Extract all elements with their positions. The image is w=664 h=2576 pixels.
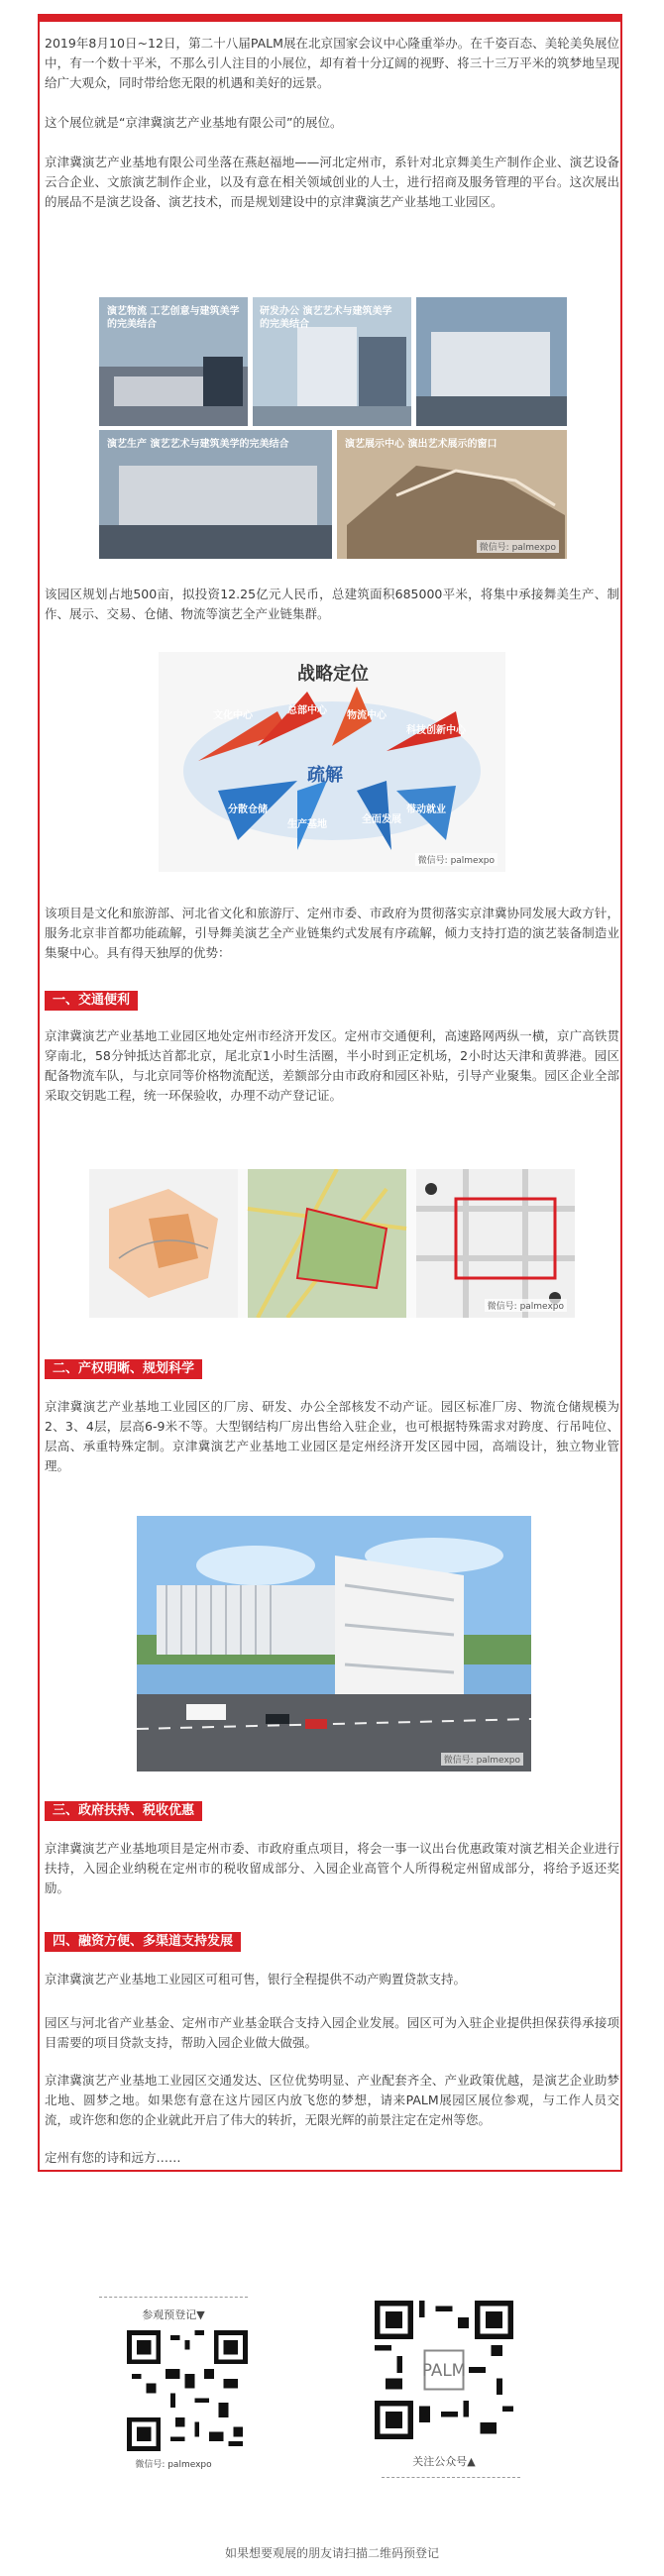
footer-note: 如果想要观展的朋友请扫描二维码预登记: [224, 2546, 439, 2560]
right-qr-label: 关注公众号▲: [412, 2455, 476, 2468]
location-maps: [89, 1169, 575, 1318]
strategy-watermark: 微信号: palmexpo: [415, 853, 498, 866]
strategy-label-bottom-4: 带动就业: [406, 805, 446, 815]
section-finance-text: 京津冀演艺产业基地工业园区可租可售，银行全程提供不动产购置贷款支持。: [45, 1972, 467, 1986]
left-qr-label: 参观预登记▼: [142, 2308, 205, 2321]
intro-paragraph-3: 京津冀演艺产业基地有限公司坐落在燕赵福地——河北定州市，系针对北京舞美生产制作企业、演艺设备云合企业、文旅演艺制作企业，以及有意在相关领域创业的人士，进行招商及服务管理的平台。这次展出的展品不是演艺设备、演艺技术，而是规划建设中的京津冀演艺产业基地工业园区。: [45, 155, 619, 209]
support-block: [45, 904, 619, 963]
intro-block: [45, 34, 619, 212]
building-watermark: 微信号: palmexpo: [441, 1753, 523, 1766]
section-heading-policy: 三、政府扶持、税收优惠: [45, 1801, 202, 1821]
section-transport-body: [45, 1026, 619, 1106]
left-qr-pattern: [127, 2330, 248, 2451]
strategy-label-bottom-2: 生产基地: [287, 819, 327, 830]
strategy-label-top-2: 总部中心: [287, 705, 327, 716]
strategy-diagram: [159, 652, 505, 872]
closing-paragraph-3: 定州有您的诗和远方……: [45, 2150, 181, 2165]
right-divider: [382, 2477, 520, 2478]
section-heading-property: 二、产权明晰、规划科学: [45, 1359, 202, 1379]
collage-graphic: [99, 297, 567, 559]
section-heading-transport: 一、交通便利: [45, 991, 138, 1011]
building-graphic: [137, 1516, 531, 1771]
closing-paragraph-2: 京津冀演艺产业基地工业园区交通发达、区位优势明显、产业配套齐全、产业政策优越，是演艺企业助梦北地、圆梦之地。如果您有意在这片园区内放飞您的梦想，请来PALM展园区展位参观，与工作人员交流，或许您和您的企业就此开启了伟大的转折，无限光辉的前景注定在定州等您。: [45, 2073, 619, 2127]
collage-caption-3: 演艺生产 演艺艺术与建筑美学的完美结合: [107, 439, 289, 450]
section-policy-text: 京津冀演艺产业基地项目是定州市委、市政府重点项目，将会一事一议出台优惠政策对演艺相关企业进行扶持，入园企业纳税在定州市的税收留成部分、入园企业高管个人所得税定州留成部分，将给予返还奖励。: [45, 1841, 619, 1895]
closing-block: [45, 2013, 619, 2168]
collage-caption-1: 演艺物流 工艺创意与建筑美学的完美结合: [107, 306, 240, 330]
svg-text:PALM: PALM: [421, 2360, 467, 2381]
section-heading-finance: 四、融资方便、多渠道支持发展: [45, 1932, 241, 1952]
closing-paragraph-1: 园区与河北省产业基金、定州市产业基金联合支持入园企业发展。园区可为入驻企业提供担保获得承接项目需要的项目贷款支持，帮助入园企业做大做强。: [45, 2015, 619, 2050]
maps-graphic: [89, 1169, 575, 1318]
support-paragraph: 该项目是文化和旅游部、河北省文化和旅游厅、定州市委、市政府为贯彻落实京津冀协同发展大政方针，服务北京非首都功能疏解，引导舞美演艺全产业链集约式发展有序疏解，倾力支持打造的演艺装备制造业集聚中心。具有得天独厚的优势：: [45, 906, 619, 960]
strategy-label-top-4: 科技创新中心: [406, 725, 466, 736]
collage-caption-2: 研发办公 演艺艺术与建筑美学的完美结合: [260, 306, 392, 330]
strategy-label-top-1: 文化中心: [213, 710, 253, 721]
left-qr-watermark: 微信号: palmexpo: [135, 2460, 212, 2470]
strategy-label-bottom-3: 全面发展: [362, 814, 401, 825]
collage-watermark: 微信号: palmexpo: [477, 540, 559, 553]
section-property-body: [45, 1397, 619, 1476]
right-qr-pattern: [375, 2301, 513, 2439]
maps-watermark: 微信号: palmexpo: [485, 1299, 567, 1312]
section-property-text: 京津冀演艺产业基地工业园区的厂房、研发、办公全部核发不动产证。园区标准厂房、物流仓储规模为2、3、4层，层高6-9米不等。大型钢结构厂房出售给入驻企业，也可根据特殊需求对跨度、行吊吨位、层高、承重特殊定制。京津冀演艺产业基地工业园区是定州经济开发区园中园，高端设计，独立物业管理。: [45, 1399, 619, 1473]
intro-paragraph-1: 2019年8月10日~12日，第二十八届PALM展在北京国家会议中心隆重举办。在千姿百态、美轮美奂展位中，有一个数十平米，不那么引人注目的小展位，却有着十分辽阔的视野、将三十三万平米的筑梦地呈现给广大观众，同时带给您无限的机遇和美好的远景。: [45, 36, 619, 90]
section-finance-body: [45, 1970, 619, 1989]
park-rendering-collage: [99, 297, 567, 559]
strategy-label-top-3: 物流中心: [347, 710, 387, 721]
section-policy-body: [45, 1839, 619, 1898]
section-transport-text: 京津冀演艺产业基地工业园区地处定州市经济开发区。定州市交通便利，高速路网两纵一横，京广高铁贯穿南北，58分钟抵达首都北京，尾北京1小时生活圈，半小时到正定机场，2小时达天津和黄骅港。园区配备物流车队，与北京同等价格物流配送，差额部分由市政府和园区补贴，引导产业聚集。园区企业全部采取交钥匙工程，统一环保验收，办理不动产登记证。: [45, 1028, 619, 1103]
strategy-center: 疏解: [307, 765, 343, 786]
building-rendering: [137, 1516, 531, 1771]
intro-paragraph-2: 这个展位就是“京津冀演艺产业基地有限公司”的展位。: [45, 115, 343, 130]
scale-paragraph: 该园区规划占地500亩，拟投资12.25亿元人民币，总建筑面积685000平米，将集中承接舞美生产、制作、展示、交易、仓储、物流等演艺全产业链集群。: [45, 587, 619, 621]
collage-caption-4: 演艺展示中心 演出艺术展示的窗口: [345, 439, 498, 450]
strategy-label-bottom-1: 分散仓储: [228, 805, 268, 815]
right-qr-code[interactable]: [375, 2301, 513, 2439]
scale-block: [45, 585, 619, 624]
left-divider: [99, 2297, 248, 2298]
strategy-title: 战略定位: [297, 664, 369, 685]
left-qr-code[interactable]: [127, 2330, 248, 2451]
